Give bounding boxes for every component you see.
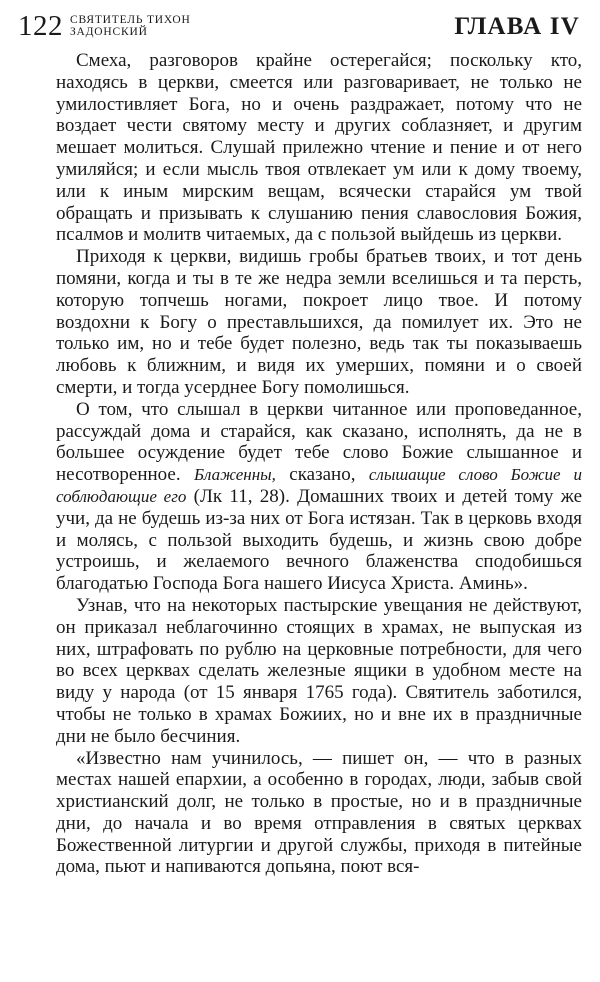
chapter-title: ГЛАВА IV (454, 13, 580, 40)
body-text (56, 50, 582, 878)
paragraph-3-text-before: О том, что слышал в церкви читанное или проповеданное, рассуждай дома и старайся, как сказано, исполнять, да не в большее осуждение будет тебе слово Божие слышанное и несотворенное. (56, 398, 582, 486)
running-author-line-1: СВЯТИТЕЛЬ ТИХОН (70, 14, 191, 26)
paragraph-1: Смеха, разговоров крайне остерегайся; поскольку кто, находясь в церкви, смеется или разговаривает, не только не умилостивляет Бога, но и очень раздражает, потому что не воздает чести святому месту и других соблазняет, и другим мешает молиться. Слушай прилежно чтение и пение и от него умиляйся; и если мысль твоя отвлекает ум или к дому твоему, или к иным мирским вещам, всячески старайся ум твой обращать и призывать к слушанию пения славословия Божия, псалмов и молитв читаемых, да с пользой выйдешь из церкви. (56, 50, 582, 246)
paragraph-3 (56, 399, 582, 595)
paragraph-3-text-middle: сказано, (275, 464, 369, 486)
running-author-line-2: ЗАДОНСКИЙ (70, 26, 148, 38)
paragraph-4: Узнав, что на некоторых пастырские увещания не действуют, он приказал неблагочинно стоящих в храмах, не выпуская из них, штрафовать по рублю на церковные потребности, для чего во всех церквах сделать железные ящики в удобном месте на виду у народа (от 15 января 1765 года). Святитель заботился, чтобы не только в храмах Божиих, но и вне их в праздничные дни не было бесчиния. (56, 594, 582, 747)
paragraph-3-text-after: (Лк 11, 28). Домашних твоих и детей тому же учи, да не будешь из-за них от Бога истязан. Так в церковь входя и молясь, с пользой выходить будешь, и жизнь свою добре устроишь, и желаемого вечного блаженства сподобишься благодатью Господа Бога нашего Иисуса Христа. Аминь». (56, 485, 583, 595)
scripture-quote-2: слышащие слово Божие и соблюдающие его (56, 465, 582, 506)
running-header (0, 0, 600, 50)
paragraph-5: «Известно нам учинилось, — пишет он, — что в разных местах нашей епархии, а особенно в городах, люди, забыв свой христианский долг, не только в простые, но и в праздничные дни, до начала и во время отправления в святых церквах Божественной литургии и другой службы, приходя в питейные дома, пьют и напиваются допьяна, поют вся- (56, 747, 582, 878)
paragraph-2: Приходя к церкви, видишь гробы братьев твоих, и тот день помяни, когда и ты в те же недра земли вселишься и та персть, которую топчешь ногами, покроет лицо твое. И потому воздохни к Богу о преставльшихся, да помилует их. Это не только им, но и тебе будет полезно, ведь так ты показываешь любовь к ближним, и видя их умерших, помяни и о своей смерти, и тогда усерднее Богу помолишься. (56, 246, 582, 398)
running-author (70, 14, 191, 38)
scripture-quote-1: Блаженны, (193, 465, 276, 485)
page-number: 122 (18, 10, 63, 42)
